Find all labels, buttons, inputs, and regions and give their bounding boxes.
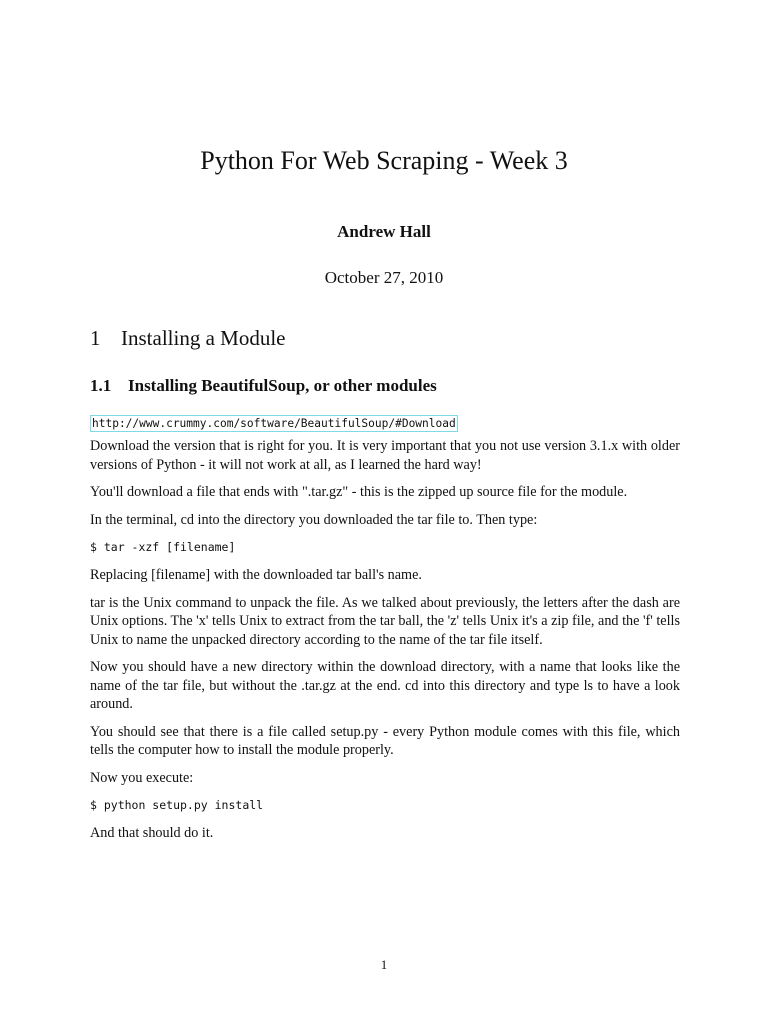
page-number: 1 (380, 957, 388, 972)
subsection-number: 1.1 (90, 376, 112, 395)
code-line: $ python setup.py install (90, 798, 264, 812)
paragraph: Now you execute: (90, 769, 194, 786)
paragraph: You should see that there is a file called setup.py - every Python module comes with this file, which tells the computer how to install the module properly. (90, 723, 680, 758)
section-number: 1 (90, 326, 101, 350)
paragraph: tar is the Unix command to unpack the file. As we talked about previously, the letters after the dash are Unix options. The 'x' tells Unix to extract from the tar ball, the 'z' tells Unix it's a zip file, and the 'f' tells Unix to name the unpacked directory according to the name of the tar file itself. (90, 594, 680, 648)
document-body (90, 414, 680, 852)
code-line: $ tar -xzf [filename] (90, 540, 236, 554)
paragraph: In the terminal, cd into the directory you downloaded the tar file to. Then type: (90, 511, 538, 528)
paragraph: Now you should have a new directory within the download directory, with a name that looks like the name of the tar file, but without the .tar.gz at the end. cd into this directory and type ls to have a look around. (90, 659, 680, 712)
section-heading (90, 324, 285, 352)
subsection-heading (90, 374, 437, 398)
document-date: October 27, 2010 (324, 268, 444, 287)
subsection-title: Installing BeautifulSoup, or other modules (128, 376, 437, 395)
paragraph: Replacing [filename] with the downloaded tar ball's name. (90, 567, 422, 583)
paragraph: You'll download a file that ends with ".tar.gz" - this is the zipped up source file for the module. (90, 484, 628, 500)
paragraph: Download the version that is right for you. It is very important that you not use version 3.1.x with older versions of Python - it will not work at all, as I learned the hard way! (90, 438, 680, 473)
paragraph: And that should do it. (90, 825, 214, 841)
download-link[interactable]: http://www.crummy.com/software/BeautifulSoup/#Download (92, 417, 456, 430)
document-title: Python For Web Scraping - Week 3 (200, 146, 568, 175)
document-author: Andrew Hall (337, 222, 431, 241)
section-title: Installing a Module (121, 326, 286, 350)
